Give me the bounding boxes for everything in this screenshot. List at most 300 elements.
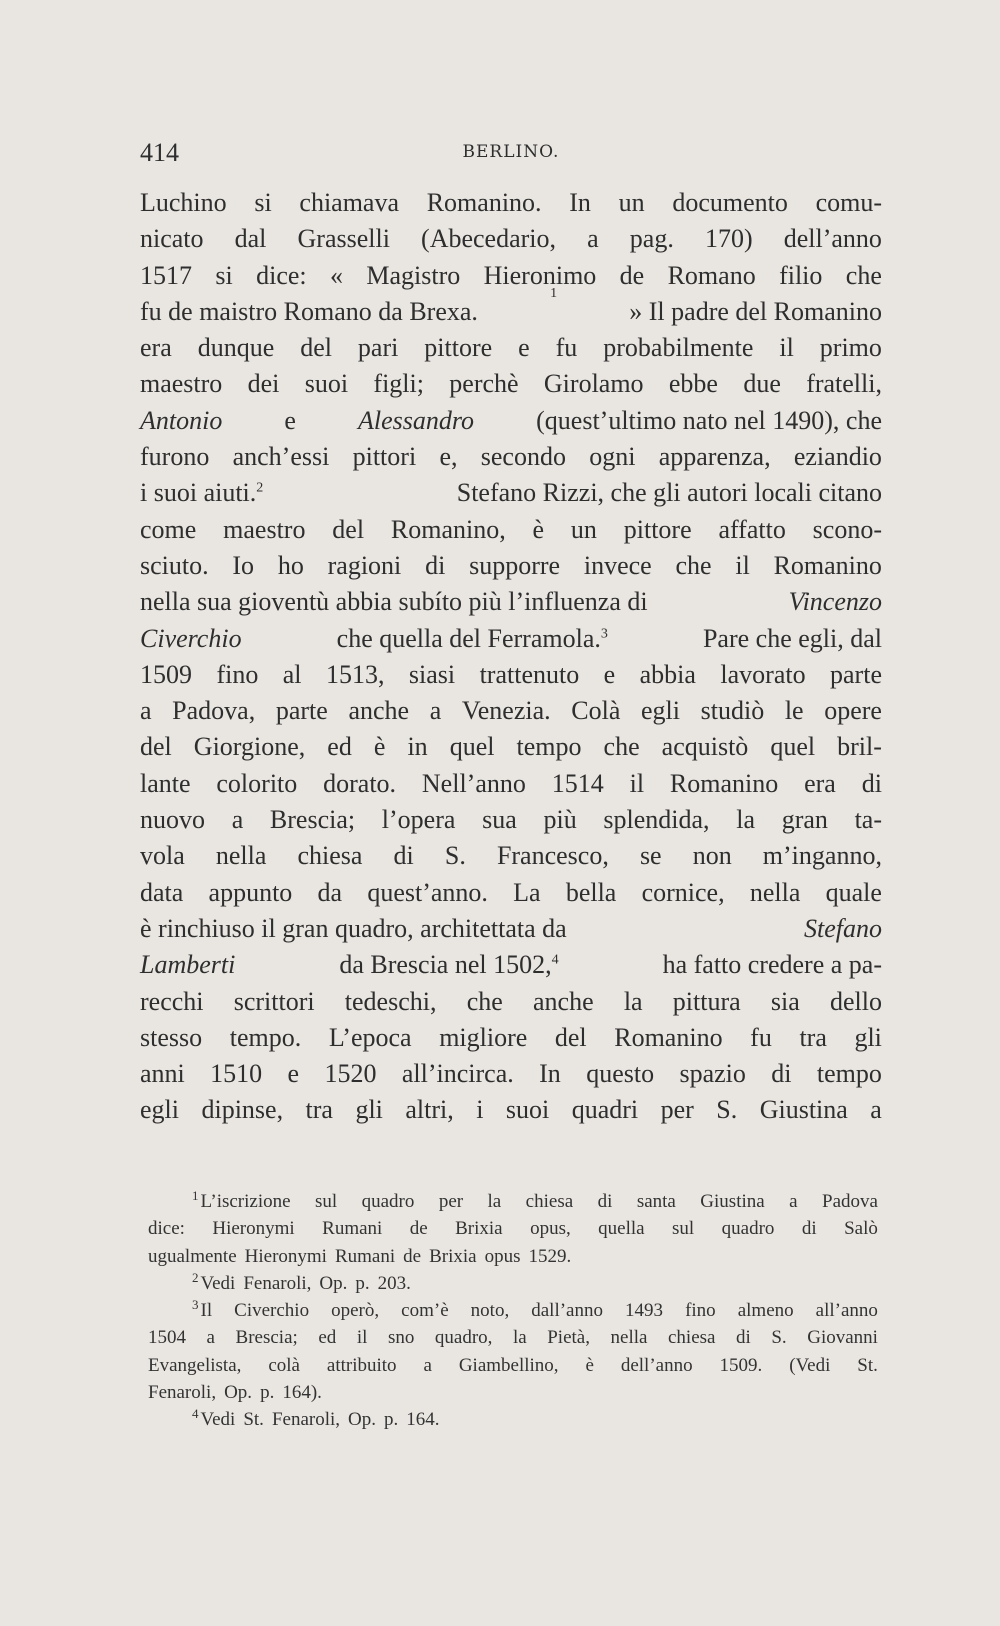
word: dell’anno [620, 1354, 693, 1376]
word: Francesco, [496, 841, 609, 871]
footnote-line [148, 1243, 878, 1270]
word: opus, [530, 1218, 571, 1240]
word: a [231, 805, 244, 835]
word: gran [781, 805, 828, 835]
word: Romanino [773, 550, 882, 580]
footnote-ref-1: 1 [550, 285, 558, 301]
word: anni [140, 1059, 185, 1089]
text-line [140, 947, 882, 983]
word: quadro [721, 1218, 775, 1240]
word: cornice, [641, 877, 725, 907]
word: non [692, 841, 732, 871]
word: dipinse, [201, 1095, 284, 1125]
word: per [660, 1095, 694, 1125]
word: il [356, 1327, 368, 1349]
word: comu- [815, 188, 882, 217]
word: furono [140, 442, 210, 472]
word: splendida, [603, 805, 710, 835]
word: a [140, 696, 152, 726]
word: nella [215, 841, 267, 871]
word: $^4$ Vedi [192, 1406, 236, 1431]
body-text [140, 185, 882, 1129]
word: chiesa [525, 1191, 574, 1212]
word: la [512, 1327, 527, 1349]
word: p. [355, 1272, 370, 1294]
word: Brixia [455, 1218, 503, 1240]
word: dello [829, 986, 882, 1016]
word: recchi [140, 986, 204, 1016]
text-line [140, 621, 882, 657]
text-span [140, 475, 263, 511]
word: Venezia. [461, 696, 551, 726]
word: del [140, 732, 172, 762]
text-span: che quella del Ferramola. [336, 623, 601, 653]
text-line [140, 1020, 882, 1056]
text-line [140, 838, 882, 874]
word: abbia [639, 659, 696, 689]
word: pittore [623, 514, 692, 544]
word: scrittori [233, 986, 315, 1016]
footnote-number: 4 [192, 1406, 199, 1422]
text-span: è rinchiuso il gran quadro, architettata da [140, 913, 567, 943]
footnote-3 [148, 1297, 878, 1324]
word: 164. [406, 1409, 440, 1431]
page-header [140, 138, 882, 178]
word: e [603, 659, 616, 689]
text-line [140, 330, 882, 366]
word: nuovo [140, 805, 205, 835]
word: Magistro [366, 260, 461, 290]
word: studiò [700, 696, 765, 726]
word: dunque [197, 333, 275, 363]
word: a [789, 1191, 798, 1212]
word: opere [824, 696, 882, 726]
word: La [513, 877, 541, 907]
word: In [539, 1059, 561, 1089]
word: santa [636, 1191, 676, 1212]
word: documento [672, 188, 788, 217]
word: de [403, 1245, 422, 1267]
word: sno [387, 1327, 415, 1349]
word: fratelli, [806, 369, 882, 399]
word: data [140, 877, 184, 907]
word: Romanino [614, 1022, 723, 1052]
word: che [845, 260, 882, 290]
word: è [373, 732, 386, 762]
word: all’incirca. [401, 1059, 514, 1089]
word: Evangelista, [148, 1354, 242, 1376]
word: almeno [737, 1300, 794, 1322]
word: Brixia [429, 1245, 477, 1267]
word: 170) [704, 224, 753, 254]
word: gli [854, 1022, 882, 1052]
word: lante [140, 768, 191, 798]
word: « [330, 260, 343, 290]
italic-name: Stefano [804, 913, 882, 943]
word: la [487, 1191, 502, 1212]
word: gli [355, 1095, 383, 1125]
word: tempo [816, 1059, 882, 1089]
word: se [639, 841, 662, 871]
word: in [407, 732, 428, 762]
footnote-line [148, 1324, 878, 1351]
word: era [804, 768, 836, 798]
word: dall’anno [531, 1300, 603, 1322]
word: parte [830, 659, 882, 689]
word: la [736, 805, 755, 835]
word: del [300, 333, 332, 363]
word: quel [770, 732, 816, 762]
word: di [393, 841, 414, 871]
footnote-ref-4: 4 [551, 952, 559, 968]
word: Fenaroli, [148, 1382, 217, 1404]
word: colorito [216, 768, 298, 798]
word: scono- [812, 514, 882, 544]
text-span [337, 621, 608, 657]
word: 1529. [528, 1245, 572, 1267]
word: lavorato [720, 659, 806, 689]
word: Romanino. [426, 188, 542, 217]
text-span: Stefano Rizzi, che gli autori locali citano [456, 478, 882, 508]
word: Brescia; [235, 1327, 298, 1349]
footnote-1 [148, 1188, 878, 1215]
word: dice: [256, 260, 307, 290]
word: pittura [672, 986, 741, 1016]
word: 1510 [210, 1059, 263, 1089]
word: Nell’anno [421, 768, 526, 798]
word: Romanino [669, 768, 779, 798]
word: $^1$ L’iscrizione [192, 1187, 291, 1212]
word: operò, [331, 1300, 380, 1322]
word: pittore [424, 333, 493, 363]
word: tedeschi, [344, 986, 437, 1016]
word: primo [819, 333, 882, 363]
footnote-ref-2: 2 [256, 480, 264, 496]
text-span: nella sua gioventù abbia subíto più l’influenza di [140, 587, 648, 617]
word: opus [484, 1245, 521, 1267]
word: Giovanni [807, 1327, 878, 1349]
word: In [569, 188, 591, 217]
footnote-ref-3: 3 [600, 625, 608, 641]
footnote-number: 3 [192, 1296, 199, 1312]
word: che [675, 550, 712, 580]
word: nella [610, 1327, 648, 1349]
word: sia [770, 986, 800, 1016]
word: (Vedi [789, 1354, 831, 1376]
text-line [140, 512, 882, 548]
text-line [140, 1056, 882, 1092]
text-line [140, 1092, 882, 1128]
word: L’epoca [328, 1022, 412, 1052]
word: tempo. [229, 1022, 302, 1052]
footnote-number: 2 [192, 1269, 199, 1285]
word: perchè [449, 369, 519, 399]
word: anche [532, 986, 594, 1016]
word: St. [857, 1354, 878, 1376]
word: invece [583, 550, 652, 580]
word: le [784, 696, 804, 726]
word: e, [439, 442, 458, 472]
word: Giustina [700, 1191, 765, 1212]
word: i [476, 1095, 484, 1125]
word: egli [641, 696, 680, 726]
text-span: e [284, 405, 296, 435]
word: Op. [319, 1272, 348, 1294]
word: Romano [667, 260, 756, 290]
word: ragioni [327, 550, 402, 580]
word: che [466, 986, 503, 1016]
word: chiamava [299, 188, 400, 217]
word: tra [305, 1095, 333, 1125]
word: m’inganno, [762, 841, 882, 871]
text-line [140, 403, 882, 439]
word: secondo [480, 442, 566, 472]
word: Op. [348, 1409, 376, 1431]
word: del [554, 1022, 587, 1052]
word: pari [357, 333, 399, 363]
word: nicato [140, 224, 204, 254]
word: all’anno [815, 1300, 878, 1322]
word: ogni [589, 442, 636, 472]
word: migliore [439, 1022, 528, 1052]
text-span: i suoi aiuti. [140, 478, 257, 508]
text-line [140, 984, 882, 1020]
text-line [140, 875, 882, 911]
word: sua [482, 805, 517, 835]
word: Padova [822, 1191, 878, 1212]
word: St. [243, 1409, 264, 1431]
word: di [801, 1218, 817, 1240]
italic-name: Alessandro [358, 405, 475, 435]
word: ugualmente [148, 1245, 237, 1267]
word: tra [799, 1022, 827, 1052]
word: di [771, 1059, 792, 1089]
word: Op. [224, 1382, 253, 1404]
word: sul [314, 1191, 338, 1212]
word: a [206, 1327, 215, 1349]
text-span [339, 947, 558, 983]
word: Hieronymi [212, 1218, 295, 1240]
word: apparenza, [658, 442, 771, 472]
word: Colà [571, 696, 621, 726]
word: quadro, [434, 1327, 493, 1349]
word: di [597, 1191, 613, 1212]
word: si [254, 188, 272, 217]
word: attribuito [326, 1354, 397, 1376]
word: dal [234, 224, 267, 254]
word: Civerchio [234, 1300, 310, 1322]
word: Salò [844, 1218, 878, 1240]
word: S. [771, 1327, 787, 1349]
word: 1504 [148, 1327, 186, 1349]
word: il [629, 768, 645, 798]
word: sciuto. [140, 550, 209, 580]
word: ebbe [668, 369, 718, 399]
word: eziandio [793, 442, 882, 472]
footnote-number: 1 [192, 1187, 199, 1203]
word: la [623, 986, 643, 1016]
word: p. [384, 1409, 399, 1431]
word: tempo [516, 732, 582, 762]
word: Giambellino, [458, 1354, 559, 1376]
word: e [287, 1059, 300, 1089]
word: è [585, 1354, 594, 1376]
word: due [743, 369, 781, 399]
word: Giustina [759, 1095, 848, 1125]
footnote-2 [148, 1270, 878, 1297]
text-line [140, 729, 882, 765]
text-line [140, 548, 882, 584]
word: 1520 [324, 1059, 377, 1089]
word: colà [268, 1354, 300, 1376]
word: era [140, 333, 172, 363]
footnote-line [148, 1379, 878, 1406]
word: di [736, 1327, 751, 1349]
word: fu [555, 333, 578, 363]
word: Romanino, [390, 514, 506, 544]
word: quadri [571, 1095, 639, 1125]
word: Girolamo [543, 369, 644, 399]
word: Grasselli [297, 224, 390, 254]
word: S. [716, 1095, 738, 1125]
word: filio [779, 260, 823, 290]
word: pittori [352, 442, 417, 472]
word: de [409, 1218, 428, 1240]
word: p. [260, 1382, 275, 1404]
word: Padova, [172, 696, 256, 726]
word: Io [232, 550, 255, 580]
word: Fenaroli, [243, 1272, 312, 1294]
italic-name: Lamberti [140, 950, 236, 980]
word: ed [318, 1327, 337, 1349]
word: 1517 [140, 260, 192, 290]
word: egli [140, 1095, 179, 1125]
text-span: » Il padre del Romanino [629, 296, 882, 326]
text-line [140, 766, 882, 802]
word: un [570, 514, 597, 544]
word: a [587, 224, 599, 254]
word: dei [247, 369, 280, 399]
word: 1509 [140, 659, 192, 689]
text-line [140, 285, 882, 330]
word: dice: [148, 1218, 185, 1240]
word: noto, [470, 1300, 510, 1322]
word: bril- [837, 732, 882, 762]
word: il [779, 333, 794, 363]
word: a [423, 1354, 432, 1376]
word: appunto [208, 877, 293, 907]
word: quest’anno. [367, 877, 488, 907]
word: dorato. [323, 768, 397, 798]
word: quadro [361, 1191, 415, 1212]
text-line [140, 366, 882, 402]
text-line [140, 475, 882, 511]
word: Fenaroli, [271, 1409, 341, 1431]
word: questo [586, 1059, 655, 1089]
word: maestro [223, 514, 306, 544]
footnotes [148, 1188, 878, 1434]
text-line [140, 258, 882, 294]
text-line [140, 584, 882, 620]
word: 203. [377, 1272, 411, 1294]
text-line [140, 802, 882, 838]
word: fino [216, 659, 259, 689]
word: vola [140, 841, 185, 871]
word: a [870, 1095, 882, 1125]
word: Brescia; [269, 805, 356, 835]
word: maestro [140, 369, 223, 399]
word: de [619, 260, 645, 290]
footnote-line [148, 1352, 878, 1379]
word: 1513, [325, 659, 385, 689]
word: il [735, 550, 750, 580]
word: suoi [505, 1095, 550, 1125]
word: Hieronymi [244, 1245, 327, 1267]
word: chiesa [297, 841, 363, 871]
word: l’opera [381, 805, 456, 835]
text-line [140, 185, 882, 221]
word: siasi [408, 659, 456, 689]
word: è [532, 514, 545, 544]
word: supporre [469, 550, 561, 580]
word: acquistò [661, 732, 749, 762]
footnote-line [148, 1215, 878, 1242]
text-span: Pare che egli, dal [702, 623, 882, 653]
running-title: BERLINO. [462, 142, 560, 162]
word: a [429, 696, 442, 726]
word: di [425, 550, 446, 580]
word: figli; [373, 369, 424, 399]
word: Pietà, [547, 1327, 590, 1349]
word: probabilmente [603, 333, 754, 363]
word: ho [277, 550, 304, 580]
word: ed [327, 732, 352, 762]
word: come [140, 514, 197, 544]
word: 1509. [719, 1354, 763, 1376]
word: sul [672, 1218, 695, 1240]
word: bella [565, 877, 617, 907]
word: un [618, 188, 645, 217]
word: affatto [718, 514, 786, 544]
word: e [518, 333, 530, 363]
word: del [332, 514, 365, 544]
word: parte [275, 696, 328, 726]
italic-name: Vincenzo [788, 587, 882, 617]
italic-name: Antonio [140, 405, 223, 435]
text-span: da Brescia nel 1502, [339, 950, 552, 980]
word: (Abecedario, [421, 224, 557, 254]
word: quale [825, 877, 882, 907]
word: si [215, 260, 233, 290]
word: ta- [854, 805, 882, 835]
word: $^2$ Vedi [192, 1269, 236, 1294]
word: anche [348, 696, 410, 726]
word: da [317, 877, 343, 907]
word: stesso [140, 1022, 203, 1052]
text-line [140, 911, 882, 947]
text-span: ha fatto credere a pa- [662, 950, 882, 980]
word: 164). [282, 1382, 322, 1404]
word: $^3$ Il [192, 1296, 213, 1322]
page-number: 414 [140, 138, 179, 167]
word: dell’anno [783, 224, 882, 254]
italic-name: Civerchio [140, 623, 242, 653]
word: di [861, 768, 882, 798]
word: anch’essi [232, 442, 330, 472]
text-line [140, 439, 882, 475]
word: più [543, 805, 577, 835]
text-span: fu de maistro Romano da Brexa. [140, 296, 478, 326]
